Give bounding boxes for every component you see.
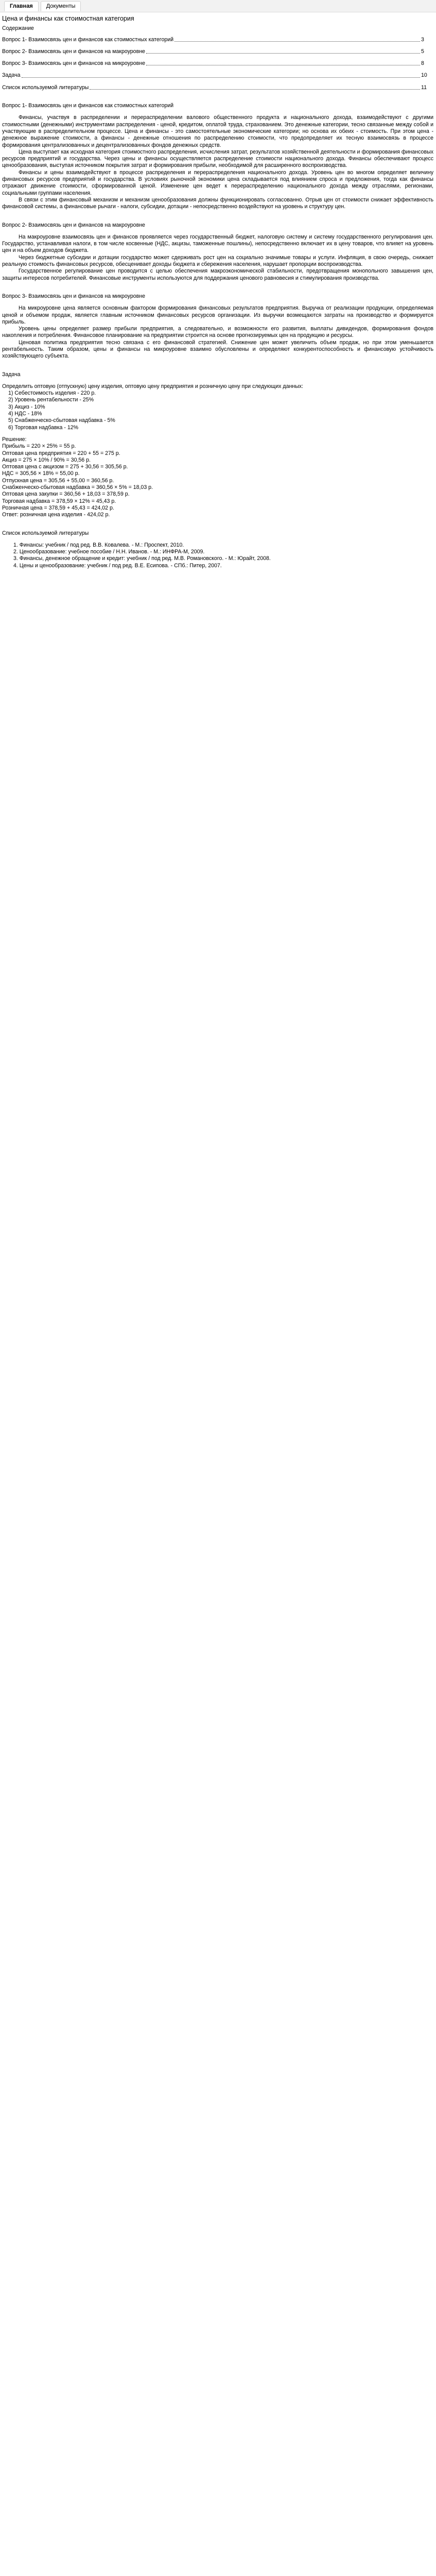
solution-title: Решение:: [2, 436, 27, 443]
toc-item[interactable]: [2, 48, 433, 55]
reference-item: 2. Ценообразование: учебное пособие / Н.Н. Иванов. - М.: ИНФРА-М, 2009.: [13, 549, 205, 555]
toc-item-page: 11: [421, 84, 427, 91]
toc-item-label: Вопрос 3- Взаимосвязь цен и финансов на микроуровне: [2, 60, 145, 67]
toc-item-label: Вопрос 2- Взаимосвязь цен и финансов на макроуровне: [2, 48, 145, 55]
toc-item-page: 10: [421, 72, 427, 79]
section-title-task: Задача: [2, 371, 21, 378]
toc-item[interactable]: [2, 84, 433, 91]
calc-line: Оптовая цена предприятия = 220 + 55 = 275 р.: [2, 450, 120, 456]
paragraph: В связи с этим финансовый механизм и механизм ценообразования должны функционировать согласованно. Отрыв цен от стоимости снижает эффективность финансовой системы, а финансовые рычаги - налоги, субсидии, дотации - непосредственно воздействуют на уровень и структуру цен.: [2, 196, 433, 210]
task-conditions: [2, 390, 433, 431]
paragraph: На макроуровне взаимосвязь цен и финансов проявляется через государственный бюджет, налоговую систему и систему государственного регулирования цен. Государство, устанавливая налоги, в том числе косвенные (НДС, акцизы, таможенные пошлины), непосредственно включает их в цену товаров, что влияет на уровень цен и на объем доходов бюджета.: [2, 233, 433, 254]
task-intro: Определить оптовую (отпускную) цену изделия, оптовую цену предприятия и розничную цену при следующих данных:: [2, 383, 304, 389]
toc-leader: [146, 53, 420, 54]
calc-line: Торговая надбавка = 378,59 × 12% = 45,43 р.: [2, 498, 116, 504]
tab-main[interactable]: Главная: [4, 1, 39, 11]
toc-item[interactable]: [2, 72, 433, 79]
answer-text: Ответ: розничная цена изделия - 424,02 р.: [2, 512, 110, 518]
calc-line: Прибыль = 220 × 25% = 55 р.: [2, 443, 76, 450]
calc-line: Оптовая цена закупки = 360,56 + 18,03 = 378,59 р.: [2, 491, 130, 498]
list-item: 5) Снабженческо-сбытовая надбавка - 5%: [8, 417, 115, 424]
references-list: [2, 542, 433, 569]
list-item: 3) Акциз - 10%: [8, 403, 45, 410]
paragraph: Финансы и цены взаимодействуют в процессе распределения и перераспределения национального дохода. Уровень цен во многом определяет величину финансовых ресурсов предприятий и государства. В условиях рыночной экономики цена складывается под влиянием спроса и предложения, тогда как финансы отражают движение стоимости, сформированной ценой. Изменение цен ведет к перераспределению национального дохода между отраслями, регионами, социальными группами населения.: [2, 169, 433, 196]
solution-steps: [2, 443, 433, 512]
toc-item-page: 8: [421, 60, 424, 67]
toc-item-label: Задача: [2, 72, 21, 79]
section-title-references: Список используемой литературы: [2, 530, 89, 536]
toc-item[interactable]: [2, 37, 433, 43]
toc-title: Содержание: [2, 25, 34, 32]
document-title: Цена и финансы как стоимостная категория: [2, 15, 134, 22]
paragraph: Цена выступает как исходная категория стоимостного распределения, исчисления затрат, результатов хозяйственной деятельности и формирования финансовых ресурсов предприятий и государства. Через цены и финансы осуществляется распределение стоимости национального дохода. Финансы обеспечивают процесс ценообразования, выступая источником покрытия затрат и формирования прибыли, необходимой для расширенного воспроизводства.: [2, 148, 433, 169]
list-item: 4) НДС - 18%: [8, 411, 42, 417]
list-item: 6) Торговая надбавка - 12%: [8, 424, 79, 431]
toc-leader: [90, 89, 420, 90]
calc-line: НДС = 305,56 × 18% = 55,00 р.: [2, 470, 80, 477]
list-item: 2) Уровень рентабельности - 25%: [8, 397, 94, 403]
section-title-q3: Вопрос 3- Взаимосвязь цен и финансов на микроуровне: [2, 293, 145, 299]
toc-leader: [175, 41, 420, 42]
reference-item: 3. Финансы, денежное обращение и кредит: учебник / под ред. М.В. Романовского. - М.: Юрайт, 2008.: [13, 555, 271, 562]
toc-leader: [22, 77, 420, 78]
calc-line: Отпускная цена = 305,56 + 55,00 = 360,56 р.: [2, 477, 114, 484]
document-body: [2, 15, 433, 569]
reference-item: 1. Финансы: учебник / под ред. В.В. Ковалева. - М.: Проспект, 2010.: [13, 541, 184, 548]
calc-line: Акциз = 275 × 10% / 90% = 30,56 р.: [2, 456, 91, 463]
toc-item-label: Список используемой литературы: [2, 84, 89, 91]
calc-line: Снабженческо-сбытовая надбавка = 360,56 × 5% = 18,03 р.: [2, 484, 153, 491]
calc-line: Оптовая цена с акцизом = 275 + 30,56 = 305,56 р.: [2, 464, 128, 470]
section-title-q1: Вопрос 1- Взаимосвязь цен и финансов как стоимостных категорий: [2, 103, 174, 109]
paragraph: Государственное регулирование цен проводится с целью обеспечения макроэкономической стабильности, предотвращения монопольного завышения цен, защиты интересов потребителей. Финансовые инструменты используются для поддержания ценового равновесия и стимулирования производства.: [2, 268, 433, 281]
list-item: 1) Себестоимость изделия - 220 р.: [8, 390, 96, 397]
toc-item[interactable]: [2, 60, 433, 67]
toc-item-page: 3: [421, 36, 424, 43]
paragraph: Уровень цены определяет размер прибыли предприятия, а следовательно, и возможности его развития, выплаты дивидендов, формирования фондов накопления и потребления. Финансовое планирование на предприятии строится на основе прогнозируемых цен на продукцию и ресурсы.: [2, 326, 433, 339]
paragraph: Финансы, участвуя в распределении и перераспределении валового общественного продукта и национального дохода, взаимодействуют с другими стоимостными (денежными) инструментами распределения - ценой, кредитом, оплатой труда, страхованием. Это денежные категории, тесно связанные между собой и участвующие в распределительном процессе. Цена и финансы - это самостоятельные экономические категории; но основа их обеих - стоимость. При этом цена - денежное выражение стоимости, а финансы - денежные отношения по распределению стоимости, что предопределяет их тесную взаимосвязь в процессе формирования централизованных и децентрализованных фондов денежных средств.: [2, 114, 433, 148]
section-title-q2: Вопрос 2- Взаимосвязь цен и финансов на макроуровне: [2, 222, 145, 228]
calc-line: Розничная цена = 378,59 + 45,43 = 424,02 р.: [2, 504, 114, 511]
tab-documents[interactable]: Документы: [41, 1, 81, 11]
toc-item-page: 5: [421, 48, 424, 55]
toc-item-label: Вопрос 1- Взаимосвязь цен и финансов как стоимостных категорий: [2, 36, 174, 43]
paragraph: На микроуровне цена является основным фактором формирования финансовых результатов предприятия. Выручка от реализации продукции, определяемая ценой и объемом продаж, является главным источником финансовых ресурсов организации. Из выручки возмещаются затраты на производство и формируется прибыль.: [2, 305, 433, 325]
reference-item: 4. Цены и ценообразование: учебник / под ред. В.Е. Есипова. - СПб.: Питер, 2007.: [13, 562, 222, 569]
tab-bar: [0, 0, 436, 12]
paragraph: Через бюджетные субсидии и дотации государство может сдерживать рост цен на социально значимые товары и услуги. Инфляция, в свою очередь, снижает реальную стоимость финансовых ресурсов, обесценивает доходы бюджета и сбережения населения, нарушает пропорции воспроизводства.: [2, 254, 433, 268]
paragraph: Ценовая политика предприятия тесно связана с его финансовой стратегией. Снижение цен может увеличить объем продаж, но при этом уменьшается рентабельность. Таким образом, цены и финансы на микроуровне взаимно обусловлены и определяют конкурентоспособность и финансовую устойчивость хозяйствующего субъекта.: [2, 339, 433, 360]
